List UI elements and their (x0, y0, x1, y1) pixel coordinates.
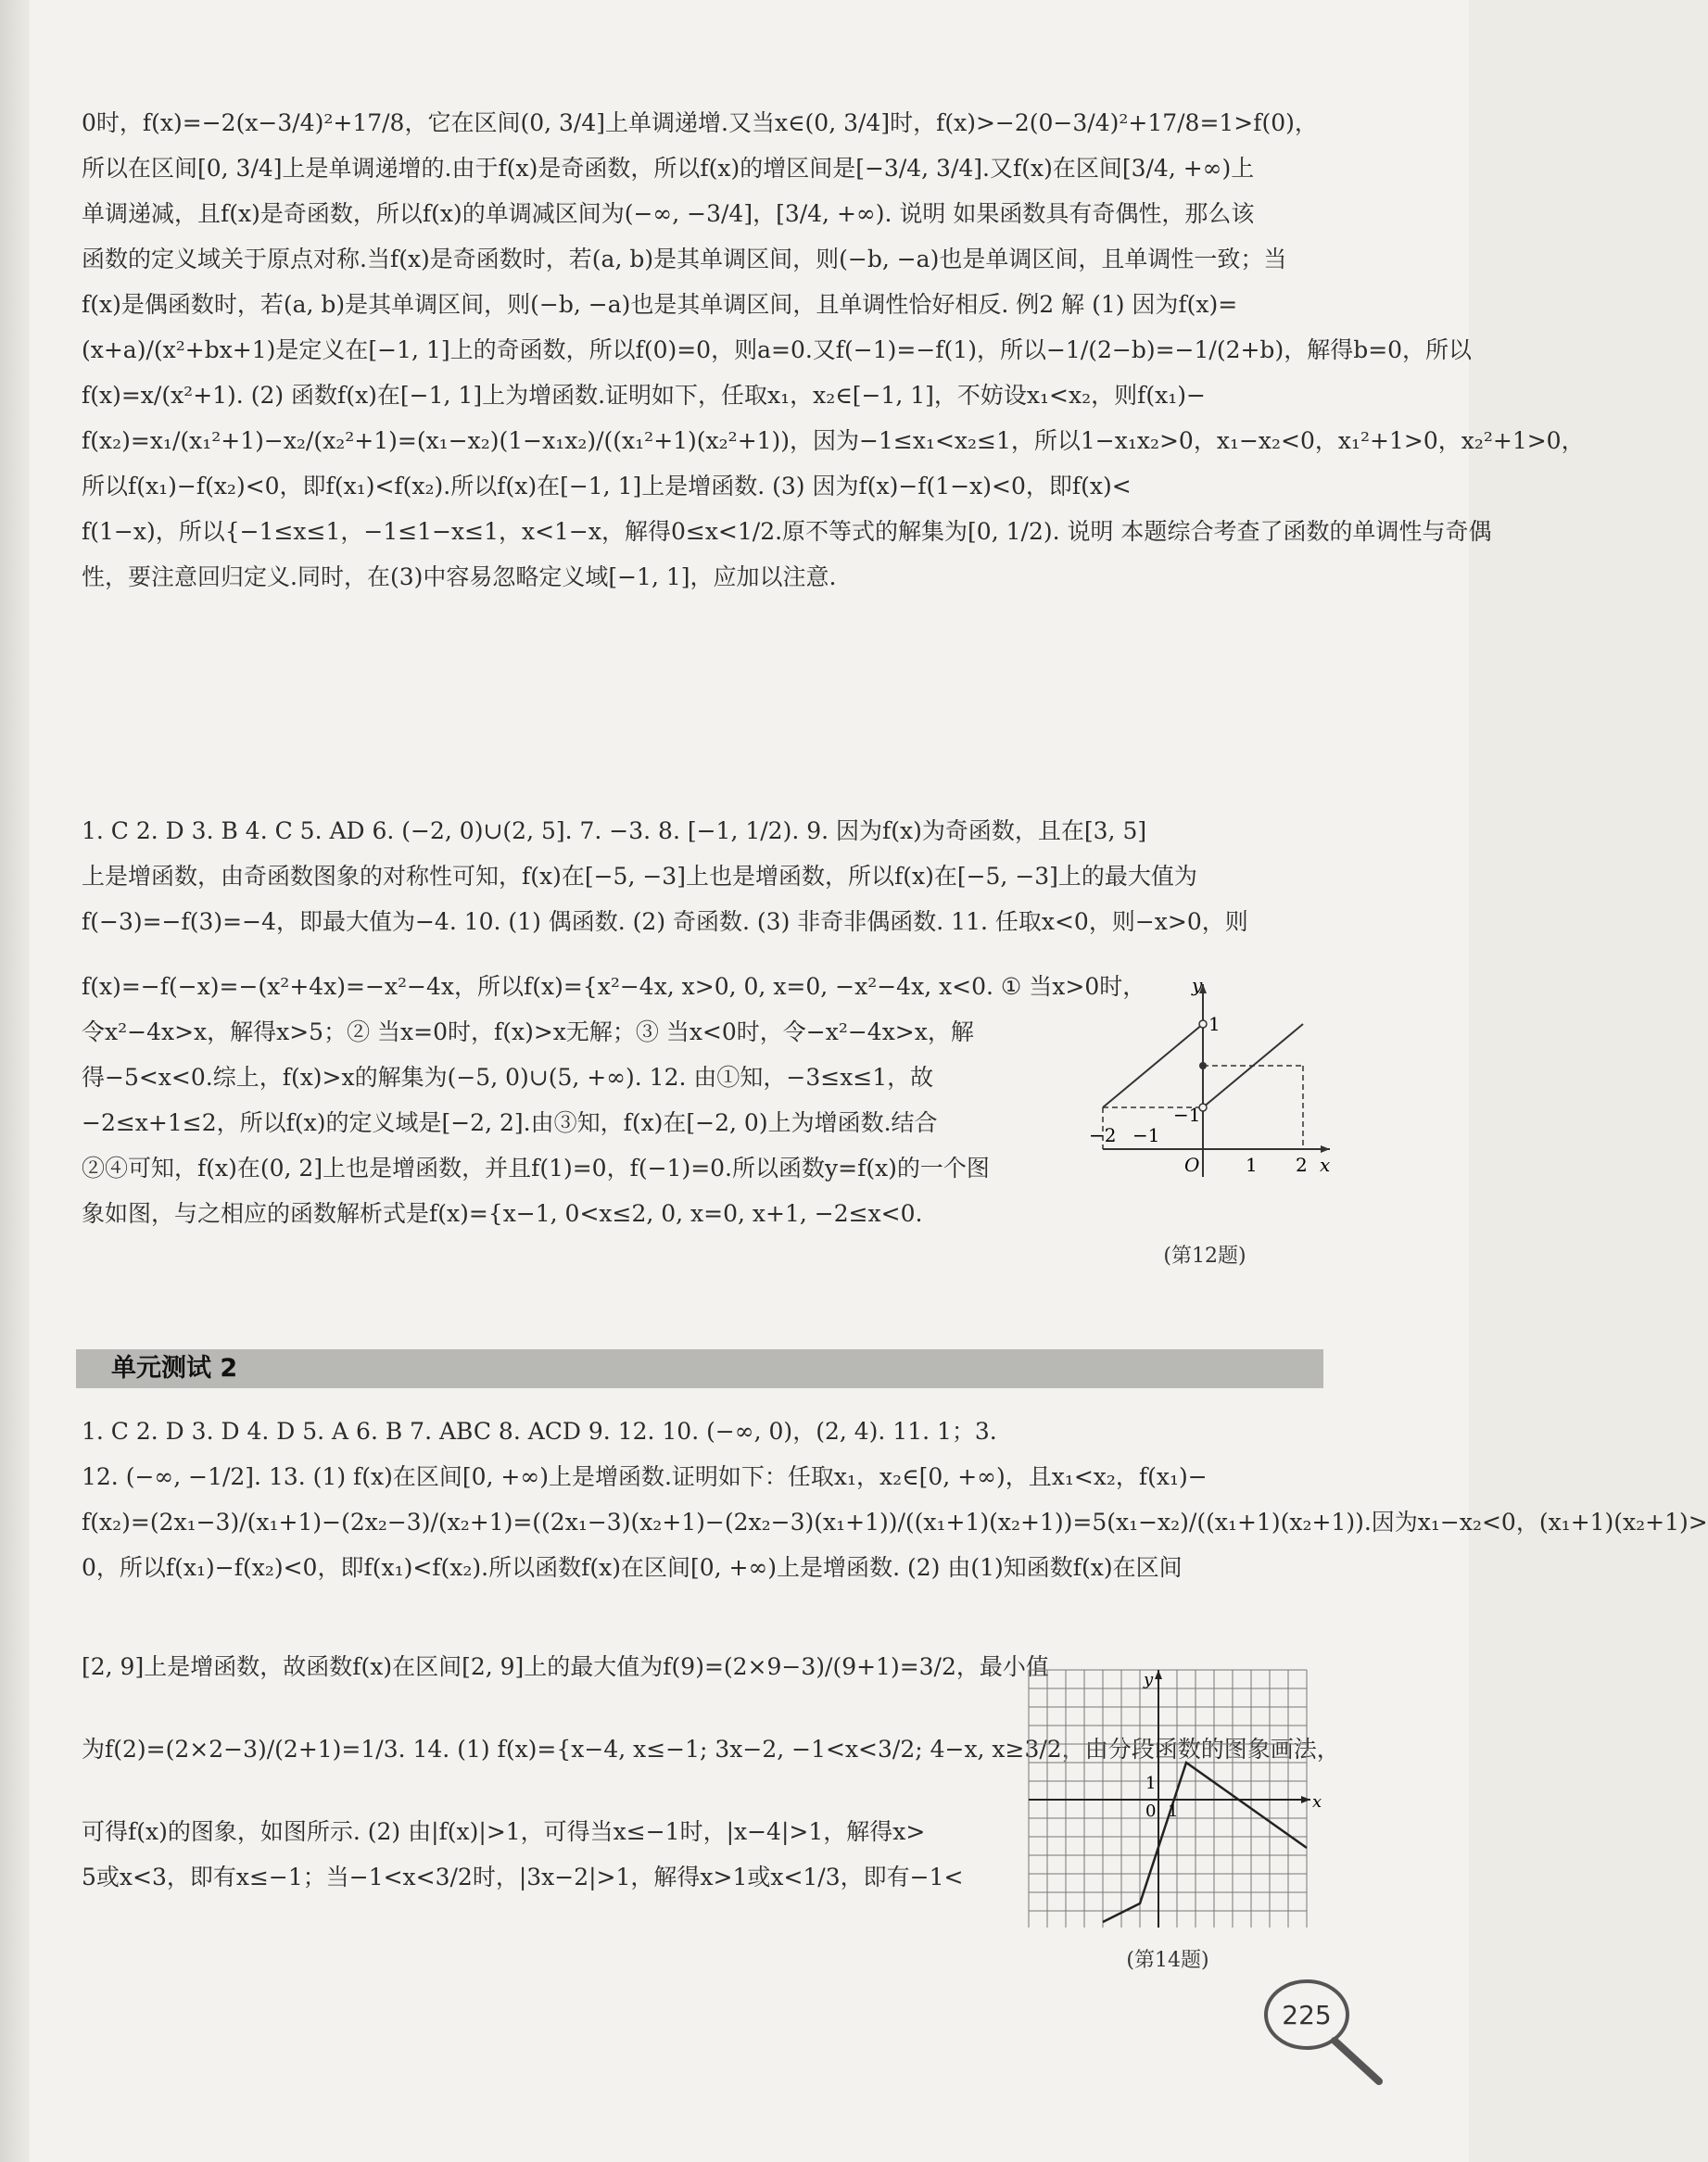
x-label: x (1312, 1792, 1322, 1812)
y-axis-arrow (1155, 1670, 1162, 1679)
tick-label: −1 (1173, 1104, 1201, 1126)
tick-label: 1 (1168, 1802, 1179, 1821)
text-line: f(x₂)=x₁/(x₁²+1)−x₂/(x₂²+1)=(x₁−x₂)(1−x₁x₂)/((x₁²+1)(x₂²+1))，因为−1≤x₁<x₂≤1，所以1−x₁x₂>0，x₁−x₂<0，x₁²+1>0，x₂²+1>0， (82, 427, 1585, 454)
page-number-text: 225 (1282, 2000, 1332, 2030)
text-line: 为f(2)=(2×2−3)/(2+1)=1/3. 14. (1) f(x)={x−4, x≤−1; 3x−2, −1<x<3/2; 4−x, x≥3/2，由分段函数的图象画法， (82, 1736, 1340, 1763)
figure-14-graph (1029, 1668, 1322, 1928)
text-line: ②④可知，f(x)在(0, 2]上也是增函数，并且f(1)=0，f(−1)=0.所以函数y=f(x)的一个图 (82, 1155, 990, 1182)
figure-12 (1084, 973, 1335, 1186)
tick-label: −2 (1089, 1124, 1117, 1146)
tick-label: 1 (1246, 1154, 1258, 1176)
text-line: 函数的定义域关于原点对称.当f(x)是奇函数时，若(a, b)是其单调区间，则(−b, −a)也是单调区间，且单调性一致；当 (82, 246, 1287, 272)
tick-label: 1 (1145, 1774, 1157, 1793)
text-line: f(x)=x/(x²+1). (2) 函数f(x)在[−1, 1]上为增函数.证明如下，任取x₁，x₂∈[−1, 1]，不妨设x₁<x₂，则f(x₁)− (82, 382, 1206, 409)
text-line: 象如图，与之相应的函数解析式是f(x)={x−1, 0<x≤2, 0, x=0, x+1, −2≤x<0. (82, 1200, 923, 1227)
section-title: 单元测试 2 (76, 1349, 1323, 1388)
answer-block-unit (82, 1409, 1708, 1590)
text-line: 0，所以f(x₁)−f(x₂)<0，即f(x₁)<f(x₂).所以函数f(x)在区间[0, +∞)上是增函数. (2) 由(1)知函数f(x)在区间 (82, 1554, 1183, 1581)
tick-label: −1 (1132, 1124, 1160, 1146)
figure-14-caption: (第14题) (1126, 1949, 1209, 1972)
figure-12-caption: (第12题) (1163, 1245, 1246, 1268)
text-line: 所以在区间[0, 3/4]上是单调递增的.由于f(x)是奇函数，所以f(x)的增区间是[−3/4, 3/4].又f(x)在区间[3/4, +∞)上 (82, 155, 1255, 182)
origin-label: 0 (1145, 1802, 1157, 1821)
y-label: y (1144, 1670, 1154, 1689)
closed-point (1199, 1062, 1207, 1069)
x-label: x (1320, 1154, 1331, 1176)
graph-segment-left (1103, 1024, 1203, 1107)
page-number (1268, 1983, 1346, 2048)
figure-14 (1029, 1668, 1322, 1928)
text-line: [2, 9]上是增函数，故函数f(x)在区间[2, 9]上的最大值为f(9)=(2×9−3)/(9+1)=3/2，最小值 (82, 1653, 1049, 1680)
x-axis-arrow (1301, 1796, 1310, 1803)
text-line: 单调递减，且f(x)是奇函数，所以f(x)的单调减区间为(−∞, −3/4]，[3/4, +∞). 说明 如果函数具有奇偶性，那么该 (82, 200, 1255, 227)
text-line: f(−3)=−f(3)=−4，即最大值为−4. 10. (1) 偶函数. (2) 奇函数. (3) 非奇非偶函数. 11. 任取x<0，则−x>0，则 (82, 908, 1248, 935)
text-line: 性，要注意回归定义.同时，在(3)中容易忽略定义域[−1, 1]，应加以注意. (82, 563, 837, 590)
text-line: 得−5<x<0.综上，f(x)>x的解集为(−5, 0)∪(5, +∞). 12. 由①知，−3≤x≤1，故 (82, 1064, 934, 1091)
text-line: 令x²−4x>x，解得x>5；② 当x=0时，f(x)>x无解；③ 当x<0时，令−x²−4x>x，解 (82, 1018, 974, 1045)
open-point (1199, 1020, 1207, 1028)
text-line: f(x₂)=(2x₁−3)/(x₁+1)−(2x₂−3)/(x₂+1)=((2x₁−3)(x₂+1)−(2x₂−3)(x₁+1))/((x₁+1)(x₂+1))=5(x₁−x₂)/((x₁+1)(x₂+1)).因为x₁−x₂<0，(x₁+1)(x₂+1)> (82, 1509, 1708, 1536)
text-line: 12. (−∞, −1/2]. 13. (1) f(x)在区间[0, +∞)上是增函数.证明如下：任取x₁，x₂∈[0, +∞)，且x₁<x₂，f(x₁)− (82, 1463, 1208, 1490)
figure-12-graph (1084, 973, 1335, 1186)
graph-line (1103, 1763, 1307, 1922)
tick-label: 2 (1296, 1154, 1308, 1176)
text-line: 1. C 2. D 3. D 4. D 5. A 6. B 7. ABC 8. ACD 9. 12. 10. (−∞, 0)，(2, 4). 11. 1；3. (82, 1418, 997, 1445)
text-line: (x+a)/(x²+bx+1)是定义在[−1, 1]上的奇函数，所以f(0)=0，则a=0.又f(−1)=−f(1)，所以−1/(2−b)=−1/(2+b)，解得b=0，所以 (82, 336, 1473, 363)
text-line: f(1−x)，所以{−1≤x≤1，−1≤1−x≤1，x<1−x，解得0≤x<1/2.原不等式的解集为[0, 1/2). 说明 本题综合考查了函数的单调性与奇偶 (82, 518, 1492, 545)
text-line: 0时，f(x)=−2(x−3/4)²+17/8，它在区间(0, 3/4]上单调递增.又当x∈(0, 3/4]时，f(x)>−2(0−3/4)²+17/8=1>f(0)， (82, 109, 1318, 136)
answer-block-middle (82, 808, 1323, 944)
origin-label: O (1184, 1154, 1200, 1176)
y-label: y (1192, 974, 1203, 996)
text-line: 5或x<3，即有x≤−1；当−1<x<3/2时，|3x−2|>1，解得x>1或x<1/3，即有−1< (82, 1864, 964, 1890)
text-line: 上是增函数，由奇函数图象的对称性可知，f(x)在[−5, −3]上也是增函数，所以f(x)在[−5, −3]上的最大值为 (82, 863, 1197, 890)
text-line: f(x)=−f(−x)=−(x²+4x)=−x²−4x，所以f(x)={x²−4x, x>0, 0, x=0, −x²−4x, x<0. ① 当x>0时， (82, 973, 1146, 1000)
binding-shadow (0, 0, 30, 2162)
x-axis-arrow (1321, 1145, 1330, 1153)
tick-label: 1 (1208, 1013, 1221, 1035)
text-line: f(x)是偶函数时，若(a, b)是其单调区间，则(−b, −a)也是其单调区间，且单调性恰好相反. 例2 解 (1) 因为f(x)= (82, 291, 1238, 318)
answer-block-unit-narrow (82, 1644, 1340, 1900)
text-line: 所以f(x₁)−f(x₂)<0，即f(x₁)<f(x₂).所以f(x)在[−1, 1]上是增函数. (3) 因为f(x)−f(1−x)<0，即f(x)< (82, 473, 1132, 499)
text-line: 可得f(x)的图象，如图所示. (2) 由|f(x)|>1，可得当x≤−1时，|x−4|>1，解得x> (82, 1818, 926, 1845)
text-line: 1. C 2. D 3. B 4. C 5. AD 6. (−2, 0)∪(2, 5]. 7. −3. 8. [−1, 1/2). 9. 因为f(x)为奇函数，且在[3, 5] (82, 817, 1147, 844)
answer-block-middle-narrow (82, 964, 1146, 1236)
answer-block-top (82, 100, 1585, 600)
text-line: −2≤x+1≤2，所以f(x)的定义域是[−2, 2].由③知，f(x)在[−2, 0)上为增函数.结合 (82, 1109, 938, 1136)
